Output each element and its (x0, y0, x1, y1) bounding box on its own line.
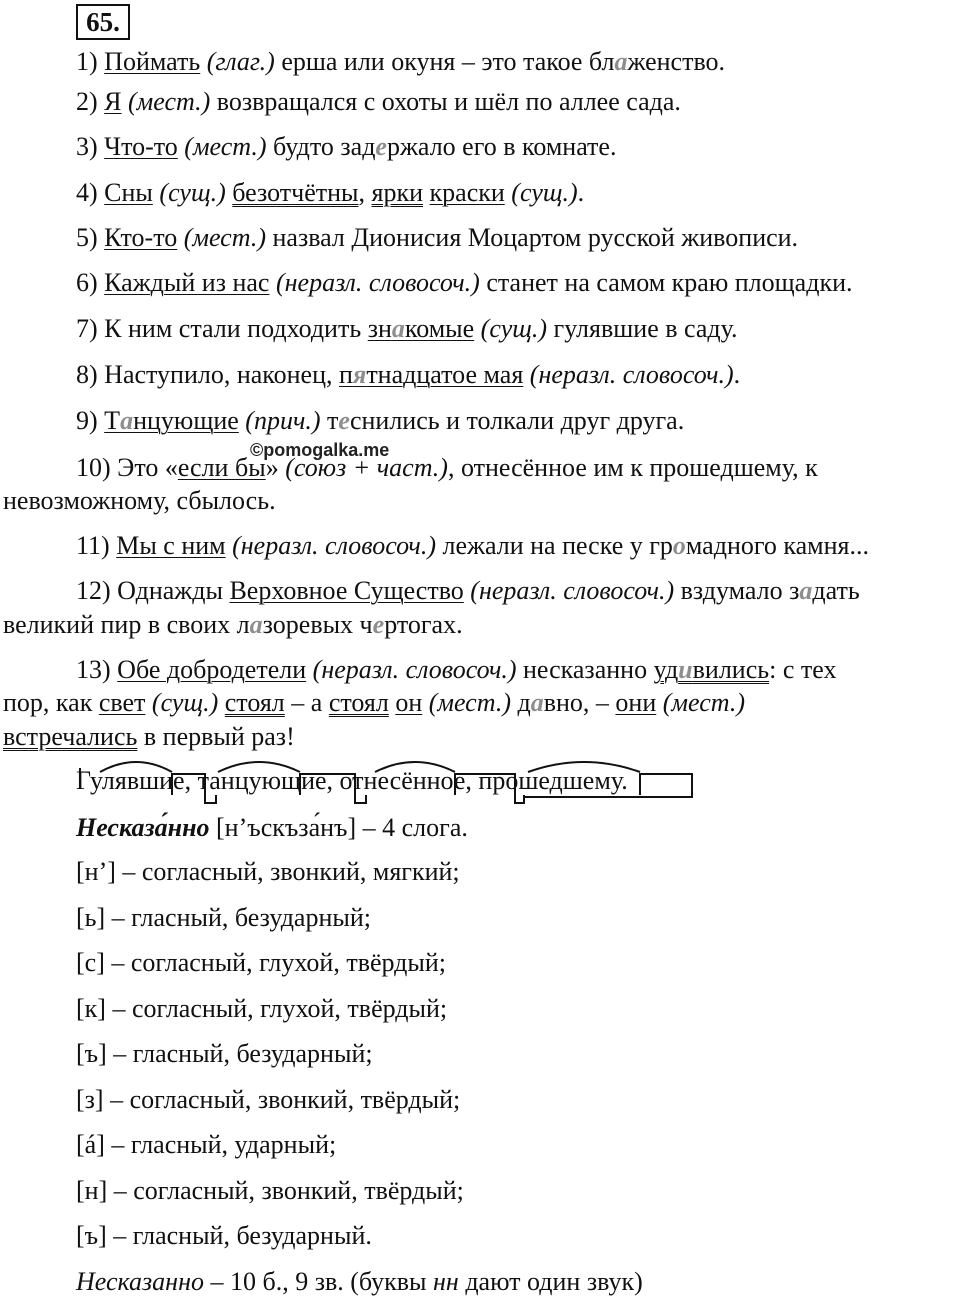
pos-tag: (мест.) (184, 132, 267, 161)
sentence-9 (76, 405, 684, 436)
highlighted-vowel: е (372, 610, 385, 639)
sentence-13-cont: пор, как свет (сущ.) стоял – а стоял он (мест.) давно, – они (мест.) (3, 688, 745, 717)
text: назвал Дионисия Моцартом русской живописи. (265, 223, 799, 252)
word: ярки (371, 178, 424, 207)
sound-line: [á] – гласный, ударный; (76, 1130, 337, 1159)
sound-line: [ъ] – гласный, безударный; (76, 1039, 373, 1068)
text: мадного камня... (685, 531, 869, 560)
sentence-number: 1) (76, 47, 98, 76)
highlighted-vowel: а (614, 47, 628, 76)
pos-tag: (мест.) (183, 223, 266, 252)
sentence-1 (76, 46, 725, 77)
text: дать (812, 576, 860, 605)
highlighted-vowel: е (375, 132, 387, 161)
pos-tag: (глаг.) (206, 47, 275, 76)
sentence-12-cont: великий пир в своих лазоревых чертогах. (3, 610, 463, 639)
text: : с тех (769, 655, 837, 684)
pos-tag: (сущ.) (159, 178, 226, 207)
word: удивились (653, 655, 770, 684)
text: несказанно (516, 655, 654, 684)
sentence-13-cont2: встречались в первый раз! (3, 722, 295, 751)
pos-tag: (сущ.) (151, 688, 219, 717)
sentence-3 (76, 131, 616, 162)
transcription: [н’ъскъза́нъ] – 4 слога. (209, 813, 468, 842)
pos-tag: (союз + част.) (285, 453, 448, 482)
word: Что-то (104, 132, 178, 161)
sound-line: [с] – согласный, глухой, твёрдый; (76, 948, 447, 977)
sentence-number: 13) (76, 655, 111, 684)
sentence-10 (76, 452, 818, 483)
highlighted-vowel: а (391, 314, 405, 343)
ending-boxes (205, 795, 524, 803)
sentence-number: 9) (76, 406, 98, 435)
text: т (320, 406, 339, 435)
watermark: ©pomogalka.me (250, 440, 390, 460)
analyzed-words: Гулявшие, танцующие, отнесённое, прошедшему. (76, 766, 628, 795)
sentence-11 (76, 530, 869, 561)
word: пятнадцатое мая (338, 360, 524, 389)
text: лежали на песке у гр (435, 531, 673, 560)
sentence-number: 3) (76, 132, 98, 161)
pos-tag: (мест.) (128, 87, 211, 116)
sentence-7 (76, 313, 738, 344)
sentence-8 (76, 359, 740, 390)
highlighted-vowel: а (120, 406, 134, 435)
text: будто зад (266, 132, 376, 161)
exercise-number: 65. (76, 4, 130, 40)
word: Сны (104, 178, 153, 207)
sentence-2 (76, 86, 681, 117)
text: К ним стали подходить (104, 314, 368, 343)
sentence-number: 4) (76, 178, 98, 207)
text: . (733, 360, 741, 389)
word: Мы с ним (116, 531, 226, 560)
word: Кто-то (104, 223, 178, 252)
sentence-10-cont: невозможному, сбылось. (3, 486, 276, 515)
sound-line: [н] – согласный, звонкий, твёрдый; (76, 1175, 464, 1205)
pos-tag: (сущ.) (511, 178, 578, 207)
highlighted-vowel: а (530, 688, 544, 717)
pos-tag: (неразл. словосоч.) (232, 531, 436, 560)
sentence-number: 12) (76, 576, 111, 605)
word: свет (98, 688, 146, 717)
phonetic-summary: Несказанно – 10 б., 9 зв. (буквы нн дают один звук) (76, 1267, 643, 1296)
phonetic-heading (76, 812, 468, 843)
word: если бы (177, 453, 266, 482)
highlighted-vowel: я (352, 360, 367, 389)
text: возвращался с охоты и шёл по аллее сада. (210, 87, 681, 116)
highlighted-vowel: о (672, 531, 686, 560)
pos-tag: (мест.) (428, 688, 511, 717)
sentence-number: 5) (76, 223, 98, 252)
highlighted-vowel: а (249, 610, 263, 639)
sentence-number: 7) (76, 314, 98, 343)
word: стоял (224, 688, 285, 717)
word: краски (429, 178, 505, 207)
pos-tag: (неразл. словосоч.) (275, 268, 480, 297)
pos-tag: (неразл. словосоч.) (312, 655, 517, 684)
sound-line: [з] – согласный, звонкий, твёрдый; (76, 1084, 461, 1114)
text: снились и толкали друг друга. (349, 406, 685, 435)
sound-line: [ь] – гласный, безударный; (76, 902, 371, 932)
analyzed-word: Несказанно (76, 1267, 204, 1296)
text: Однажды (117, 576, 230, 605)
sentence-number: 6) (76, 268, 98, 297)
text: , (358, 178, 366, 207)
morphemic-analysis (76, 765, 628, 796)
pos-tag: (мест.) (662, 688, 745, 717)
sentence-12 (76, 575, 860, 606)
text: гулявшие в саду. (547, 314, 738, 343)
text: ерша или окуня – это такое бл (274, 47, 615, 76)
sentence-number: 2) (76, 87, 98, 116)
text: Наступило, наконец, (104, 360, 339, 389)
sound-line: [н’] – согласный, звонкий, мягкий; (76, 857, 460, 886)
word: Обе добродетели (117, 655, 307, 684)
text: . (577, 178, 585, 207)
pos-tag: (неразл. словосоч.) (529, 360, 734, 389)
pos-tag: (сущ.) (480, 314, 548, 343)
word: Верховное Существо (229, 576, 464, 605)
sentence-number: 11) (76, 531, 110, 560)
word: безотчётны (232, 178, 359, 207)
sentence-6 (76, 267, 853, 298)
pos-tag: (прич.) (245, 406, 321, 435)
word: они (615, 688, 657, 717)
pos-tag: (неразл. словосоч.) (470, 576, 675, 605)
highlighted-vowel: и (678, 655, 693, 684)
sentence-number: 10) (76, 453, 111, 482)
word: Я (104, 87, 122, 116)
text: Это « (117, 453, 178, 482)
word: Танцующие (104, 406, 239, 435)
word: стоял (328, 688, 389, 717)
sound-line: [к] – согласный, глухой, твёрдый; (76, 993, 448, 1023)
text: ржало его в комнате. (386, 132, 617, 161)
text: станет на самом краю площадки. (479, 268, 853, 297)
word: он (395, 688, 423, 717)
analyzed-word: Несказа́нно (76, 813, 210, 842)
word: Поймать (104, 47, 201, 76)
text: , отнесённое им к прошедшему, к (447, 453, 818, 482)
word: Каждый из нас (104, 268, 270, 297)
text: » (265, 453, 279, 482)
sentence-5 (76, 222, 798, 253)
text: женство. (627, 47, 726, 76)
sentence-number: 8) (76, 360, 98, 389)
word: знакомые (367, 314, 475, 343)
highlighted-vowel: е (338, 406, 350, 435)
sentence-4 (76, 177, 584, 208)
sound-line: [ъ] – гласный, безударный. (76, 1221, 372, 1250)
text: вздумало з (674, 576, 800, 605)
word: встречались (3, 722, 138, 751)
highlighted-vowel: а (799, 576, 813, 605)
sentence-13 (76, 654, 836, 685)
